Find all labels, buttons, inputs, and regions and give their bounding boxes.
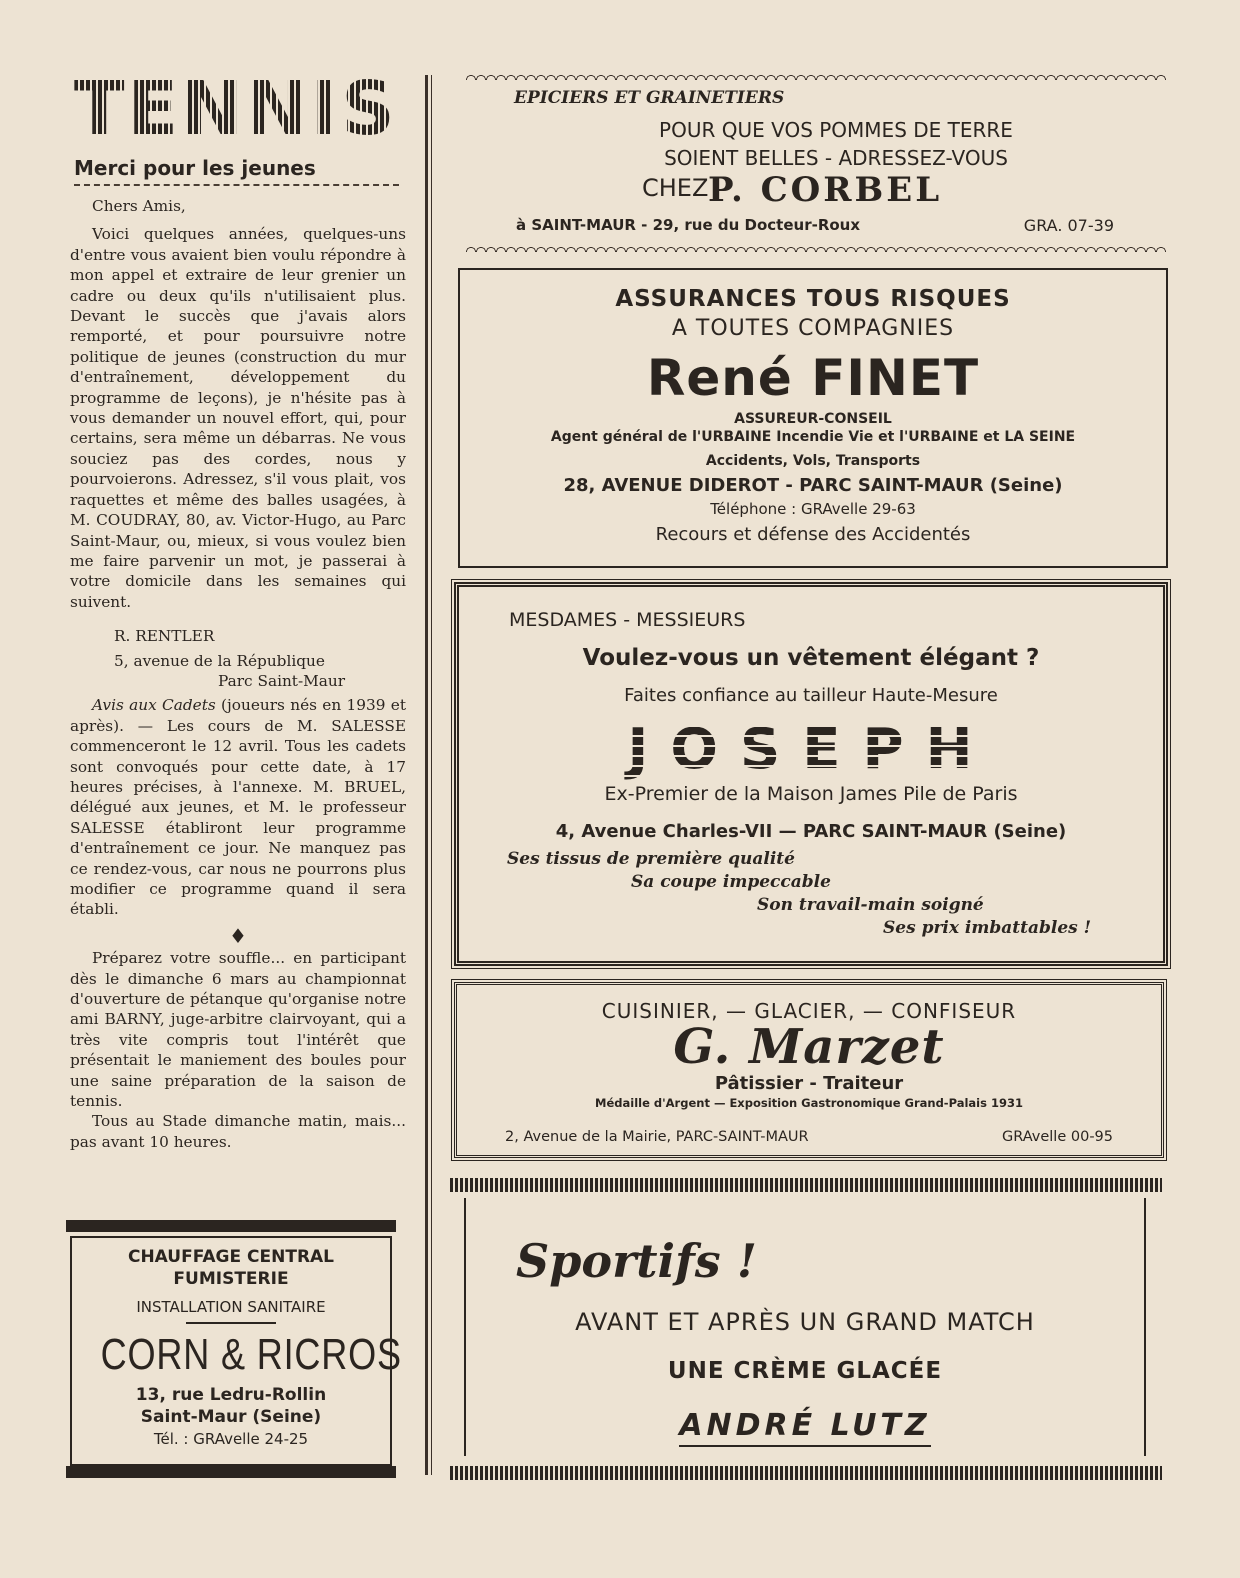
cadets-paragraph <box>70 695 406 919</box>
article-subtitle: Merci pour les jeunes <box>74 156 399 186</box>
ad-corbel <box>466 84 1166 244</box>
ad-line-4: Ex-Premier de la Maison James Pile de Paris <box>604 783 1018 805</box>
ad-phone: GRA. 07-39 <box>1023 216 1114 235</box>
ad-corn-ricros <box>66 1220 402 1478</box>
ad-company-name: CORN & RICROS <box>100 1330 402 1379</box>
wave-border-bottom <box>466 244 1166 252</box>
article-body <box>70 196 406 1152</box>
separator-diamond-icon: ♦ <box>229 923 247 948</box>
hatch-border-top <box>450 1178 1162 1192</box>
ad-slogan-2: Sa coupe impeccable <box>631 872 831 892</box>
ad-phone: Téléphone : GRAvelle 29-63 <box>710 500 916 518</box>
ad-company-name <box>466 1408 1144 1443</box>
ad-line-1: MESDAMES - MESSIEURS <box>509 609 746 631</box>
ad-line-3: Faites confiance au tailleur Haute-Mesure <box>624 685 998 706</box>
ad-line-2: SOIENT BELLES - ADRESSEZ-VOUS <box>664 146 1008 170</box>
ad-footer: Recours et défense des Accidentés <box>655 524 971 545</box>
paragraph-1: Voici quelques années, quelques-uns d'entre vous avaient bien voulu répondre à mon appel et extraire de leur grenier un cadre ou deux qu'ils n'utilisaient plus. Devant le succès que j'avais alors remporté, et pour poursuivre notre politique de jeunes (construction du mur d'entraînement, développement du programme de leçons), je n'hésite pas à vous demander un nouvel effort, qui, pour certains, sera même un débarras. Ne vous souciez pas des cordes, nous y pourvoierons. Adressez, s'il vous plait, vos raquettes et même des balles usagées, à M. COUDRAY, 80, av. Victor-Hugo, au Parc Saint-Maur, ou, mieux, si vous voulez bien me faire parvenir un mot, je passerai à votre domicile dans les semaines qui suivent. <box>70 225 406 611</box>
bottom-bar <box>66 1466 396 1478</box>
ad-city: Saint-Maur (Seine) <box>140 1407 322 1427</box>
ad-slogan-4: Ses prix imbattables ! <box>883 918 1092 938</box>
column-divider-thin <box>431 75 432 1475</box>
ad-line-2: FUMISTERIE <box>173 1269 289 1289</box>
hatch-border-bottom <box>450 1466 1162 1480</box>
ad-slogan-3: Son travail-main soigné <box>757 895 984 915</box>
article-title: TENNIS <box>74 70 406 148</box>
ad-phone: Tél. : GRAvelle 24-25 <box>153 1430 309 1448</box>
ad-finet <box>458 268 1168 568</box>
ad-services: Accidents, Vols, Transports <box>705 453 921 469</box>
ad-street: 13, rue Ledru-Rollin <box>135 1385 327 1405</box>
ad-box <box>70 1236 402 1466</box>
ad-line-1: CUISINIER, — GLACIER, — CONFISEUR <box>601 999 1017 1023</box>
ad-slogan-1: Ses tissus de première qualité <box>507 849 795 869</box>
tennis-article <box>66 66 406 1152</box>
ad-tagline: EPICIERS ET GRAINETIERS <box>514 88 785 108</box>
signature-address-1: 5, avenue de la République <box>114 651 325 670</box>
cadets-text: (joueurs nés en 1939 et après). — Les cours de M. SALESSE commenceront le 12 avril. Tous les cadets sont convoqués pour cette date, à 17 heures précises, à l'annexe. M. BRUEL, délégué aux jeunes, et M. le professeur SALESSE établiront leur programme d'entraînement ce jour. Ne manquez pas ce rendez-vous, car nous ne pourrons plus modifier ce programme quand il sera établi. <box>70 696 406 919</box>
ad-line-1: CHAUFFAGE CENTRAL <box>127 1247 335 1267</box>
signature: R. RENTLER <box>114 627 215 646</box>
column-divider <box>425 75 428 1475</box>
ad-box <box>464 1198 1146 1456</box>
ad-joseph <box>454 582 1168 966</box>
ad-title: Sportifs ! <box>516 1234 757 1288</box>
ad-line-2: A TOUTES COMPAGNIES <box>671 316 955 341</box>
divider <box>186 1322 276 1324</box>
ad-line-2: UNE CRÈME GLACÉE <box>667 1358 943 1384</box>
ad-line-2: Voulez-vous un vêtement élégant ? <box>582 645 1040 671</box>
ad-address: 4, Avenue Charles-VII — PARC SAINT-MAUR (Seine) <box>555 821 1067 842</box>
ad-line-3: INSTALLATION SANITAIRE <box>136 1298 326 1316</box>
ad-phone: GRAvelle 00-95 <box>1001 1129 1113 1145</box>
ad-andre-lutz <box>450 1178 1162 1478</box>
ad-title: ASSUREUR-CONSEIL <box>734 411 892 427</box>
ad-company-name: René FINET <box>646 349 980 407</box>
ad-marzet <box>454 982 1164 1158</box>
top-bar <box>66 1220 396 1232</box>
ad-address: 28, AVENUE DIDEROT - PARC SAINT-MAUR (Seine) <box>563 475 1063 496</box>
paragraph-4: Tous au Stade dimanche matin, mais... pas avant 10 heures. <box>70 1112 406 1151</box>
ad-line-2: Pâtissier - Traiteur <box>714 1073 904 1094</box>
salutation: Chers Amis, <box>92 197 186 215</box>
ad-medal: Médaille d'Argent — Exposition Gastronomique Grand-Palais 1931 <box>595 1096 1023 1110</box>
paragraph-3: Préparez votre souffle... en participant dès le dimanche 6 mars au championnat d'ouverture de pétanque qu'organise notre ami BARNY, juge-arbitre clairvoyant, qui a très vite compris tout l'intérêt que présentait le maniement des boules pour une saine préparation de la saison de tennis. <box>70 949 406 1111</box>
ad-line-1: AVANT ET APRÈS UN GRAND MATCH <box>575 1308 1035 1336</box>
ad-chez: CHEZ <box>642 174 709 202</box>
ad-agent: Agent général de l'URBAINE Incendie Vie et l'URBAINE et LA SEINE <box>550 429 1076 445</box>
ad-company-name: G. Marzet <box>673 1019 945 1075</box>
ad-company-name: P. CORBEL <box>708 170 943 210</box>
ad-company-name-text: ANDRÉ LUTZ <box>679 1408 930 1447</box>
cadets-label: Avis aux Cadets <box>92 696 216 715</box>
ad-company-name: JOSEPH <box>459 717 1163 782</box>
wave-border-top <box>466 72 1166 80</box>
ad-address: 2, Avenue de la Mairie, PARC-SAINT-MAUR <box>505 1129 809 1145</box>
signature-address-2: Parc Saint-Maur <box>218 671 346 690</box>
ad-address: à SAINT-MAUR - 29, rue du Docteur-Roux <box>516 216 861 234</box>
ad-line-1: POUR QUE VOS POMMES DE TERRE <box>659 118 1013 142</box>
ad-line-1: ASSURANCES TOUS RISQUES <box>615 286 1011 312</box>
